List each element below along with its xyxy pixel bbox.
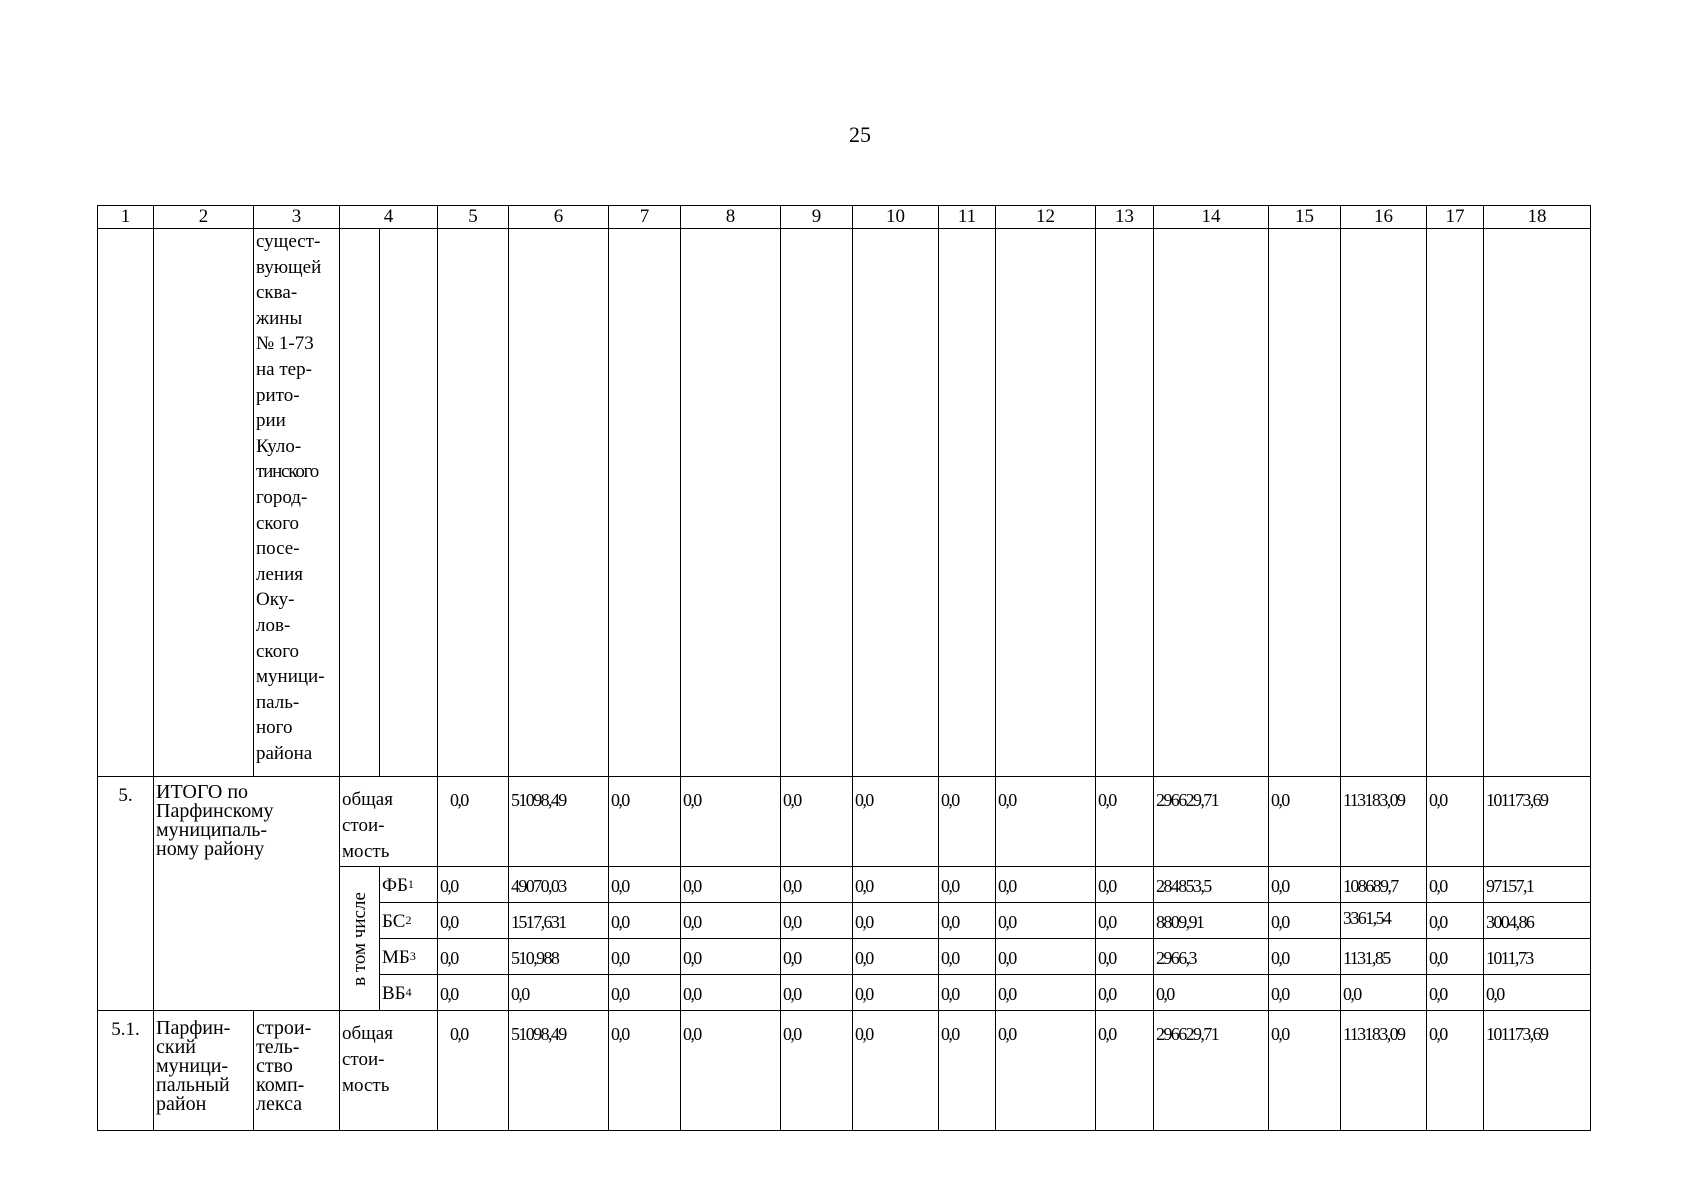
value-cell: 0,0 — [609, 867, 681, 903]
value-cell: 0,0 — [1269, 1011, 1341, 1131]
value-cell: 0,0 — [438, 867, 509, 903]
value-cell: 8809,91 — [1154, 903, 1269, 939]
value-cell: 0,0 — [1154, 975, 1269, 1011]
value-cell: 0,0 — [681, 939, 781, 975]
value-cell: 0,0 — [1269, 903, 1341, 939]
total-row — [98, 777, 1591, 867]
value-cell: 0,0 — [438, 777, 509, 867]
funding-source-label: $ФБ^1$ — [380, 867, 438, 903]
value-cell: 1131,85 — [1341, 939, 1427, 975]
value-cell: 3361,54 — [1341, 903, 1427, 939]
value-cell: 0,0 — [1096, 867, 1154, 903]
value-cell: 0,0 — [1427, 867, 1484, 903]
value-cell: 284853,5 — [1154, 867, 1269, 903]
value-cell: 0,0 — [681, 867, 781, 903]
district-cost-label: общая стои- мость — [340, 1011, 438, 1131]
value-cell: 0,0 — [996, 903, 1096, 939]
value-cell: 101173,69 — [1484, 777, 1591, 867]
value-cell: 0,0 — [1096, 1011, 1154, 1131]
value-cell: 0,0 — [1427, 903, 1484, 939]
value-cell: 0,0 — [781, 1011, 853, 1131]
value-cell: 0,0 — [1269, 939, 1341, 975]
empty-cell — [380, 229, 438, 777]
header-cell: 6 — [509, 206, 609, 229]
value-cell: 0,0 — [781, 867, 853, 903]
value-cell: 0,0 — [1269, 867, 1341, 903]
header-cell: 11 — [939, 206, 996, 229]
empty-cell — [1096, 229, 1154, 777]
district-name: Парфин- ский муници- пальный район — [154, 1011, 254, 1131]
value-cell: 0,0 — [853, 903, 939, 939]
value-cell: 0,0 — [1269, 777, 1341, 867]
value-cell: 0,0 — [853, 777, 939, 867]
value-cell: 0,0 — [781, 777, 853, 867]
value-cell: 2966,3 — [1154, 939, 1269, 975]
empty-cell — [1154, 229, 1269, 777]
value-cell: 0,0 — [438, 903, 509, 939]
page-number: 25 — [849, 122, 871, 147]
value-cell: 51098,49 — [509, 777, 609, 867]
including-label-cell — [340, 867, 380, 1011]
empty-cell — [154, 229, 254, 777]
value-cell: 0,0 — [1427, 939, 1484, 975]
row-number: 5.1. — [98, 1011, 154, 1131]
value-cell: 0,0 — [1096, 777, 1154, 867]
value-cell: 0,0 — [1096, 975, 1154, 1011]
value-cell: 0,0 — [853, 975, 939, 1011]
value-cell: 0,0 — [681, 777, 781, 867]
header-cell: 10 — [853, 206, 939, 229]
empty-cell — [1484, 229, 1591, 777]
object-description-continued: сущест- вующей сква- жины № 1-73 на тер- рито- рии Куло- тинского город- ского посе- ления Оку- лов- ского муници- паль- ного района — [254, 229, 340, 777]
empty-cell — [438, 229, 509, 777]
value-cell: 0,0 — [781, 903, 853, 939]
total-title: ИТОГО по Парфинскому муниципаль- ному району — [154, 777, 340, 1011]
header-cell: 9 — [781, 206, 853, 229]
empty-cell — [1269, 229, 1341, 777]
header-cell: 4 — [340, 206, 438, 229]
value-cell: 0,0 — [1096, 939, 1154, 975]
header-cell: 15 — [1269, 206, 1341, 229]
value-cell: 0,0 — [996, 975, 1096, 1011]
value-cell: 0,0 — [996, 777, 1096, 867]
value-cell: 0,0 — [853, 867, 939, 903]
value-cell: 1011,73 — [1484, 939, 1591, 975]
value-cell: 0,0 — [1427, 777, 1484, 867]
value-cell: 0,0 — [781, 975, 853, 1011]
value-cell: 0,0 — [939, 777, 996, 867]
empty-cell — [609, 229, 681, 777]
value-cell: 49070,03 — [509, 867, 609, 903]
header-cell: 14 — [1154, 206, 1269, 229]
header-cell: 13 — [1096, 206, 1154, 229]
district-row — [98, 1011, 1591, 1131]
value-cell: 510,988 — [509, 939, 609, 975]
value-cell: 0,0 — [681, 903, 781, 939]
value-cell: 0,0 — [609, 975, 681, 1011]
value-cell: 0,0 — [438, 939, 509, 975]
header-cell: 5 — [438, 206, 509, 229]
column-number-row — [98, 206, 1591, 229]
value-cell: 0,0 — [939, 1011, 996, 1131]
header-cell: 17 — [1427, 206, 1484, 229]
value-cell: 0,0 — [609, 777, 681, 867]
value-cell: 0,0 — [996, 1011, 1096, 1131]
continuation-row — [98, 229, 1591, 777]
value-cell: 0,0 — [1269, 975, 1341, 1011]
value-cell: 1517,631 — [509, 903, 609, 939]
header-cell: 2 — [154, 206, 254, 229]
value-cell: 0,0 — [853, 1011, 939, 1131]
empty-cell — [996, 229, 1096, 777]
budget-table — [97, 205, 1591, 1131]
header-cell: 7 — [609, 206, 681, 229]
header-cell: 12 — [996, 206, 1096, 229]
value-cell: 97157,1 — [1484, 867, 1591, 903]
funding-source-label: $ВБ^4$ — [380, 975, 438, 1011]
value-cell: 0,0 — [438, 1011, 509, 1131]
header-cell: 8 — [681, 206, 781, 229]
value-cell: 0,0 — [1427, 975, 1484, 1011]
including-label: в том числе — [348, 891, 370, 986]
header-cell: 1 — [98, 206, 154, 229]
empty-cell — [781, 229, 853, 777]
value-cell: 0,0 — [438, 975, 509, 1011]
value-cell: 0,0 — [609, 939, 681, 975]
value-cell: 0,0 — [1096, 903, 1154, 939]
value-cell: 113183,09 — [1341, 1011, 1427, 1131]
value-cell: 108689,7 — [1341, 867, 1427, 903]
header-cell: 18 — [1484, 206, 1591, 229]
row-number: 5. — [98, 777, 154, 1011]
value-cell: 0,0 — [1427, 1011, 1484, 1131]
value-cell: 113183,09 — [1341, 777, 1427, 867]
header-cell: 3 — [254, 206, 340, 229]
value-cell: 296629,71 — [1154, 777, 1269, 867]
empty-cell — [509, 229, 609, 777]
empty-cell — [1427, 229, 1484, 777]
total-cost-label: общая стои- мость — [340, 777, 438, 867]
object-description: строи- тель- ство комп- лекса — [254, 1011, 340, 1131]
value-cell: 296629,71 — [1154, 1011, 1269, 1131]
value-cell: 0,0 — [939, 903, 996, 939]
funding-source-label: $МБ^3$ — [380, 939, 438, 975]
value-cell: 0,0 — [781, 939, 853, 975]
value-cell: 3004,86 — [1484, 903, 1591, 939]
value-cell: 0,0 — [939, 867, 996, 903]
value-cell: 0,0 — [1341, 975, 1427, 1011]
header-cell: 16 — [1341, 206, 1427, 229]
value-cell: 0,0 — [996, 939, 1096, 975]
value-cell: 101173,69 — [1484, 1011, 1591, 1131]
value-cell: 0,0 — [681, 1011, 781, 1131]
empty-cell — [681, 229, 781, 777]
value-cell: 0,0 — [939, 939, 996, 975]
value-cell: 0,0 — [609, 903, 681, 939]
value-cell: 0,0 — [509, 975, 609, 1011]
value-cell: 0,0 — [939, 975, 996, 1011]
empty-cell — [1341, 229, 1427, 777]
value-cell: 51098,49 — [509, 1011, 609, 1131]
value-cell: 0,0 — [853, 939, 939, 975]
value-cell: 0,0 — [1484, 975, 1591, 1011]
empty-cell — [853, 229, 939, 777]
value-cell: 0,0 — [996, 867, 1096, 903]
empty-cell — [340, 229, 380, 777]
empty-cell — [98, 229, 154, 777]
funding-source-label: $БС^2$ — [380, 903, 438, 939]
value-cell: 0,0 — [609, 1011, 681, 1131]
value-cell: 0,0 — [681, 975, 781, 1011]
empty-cell — [939, 229, 996, 777]
